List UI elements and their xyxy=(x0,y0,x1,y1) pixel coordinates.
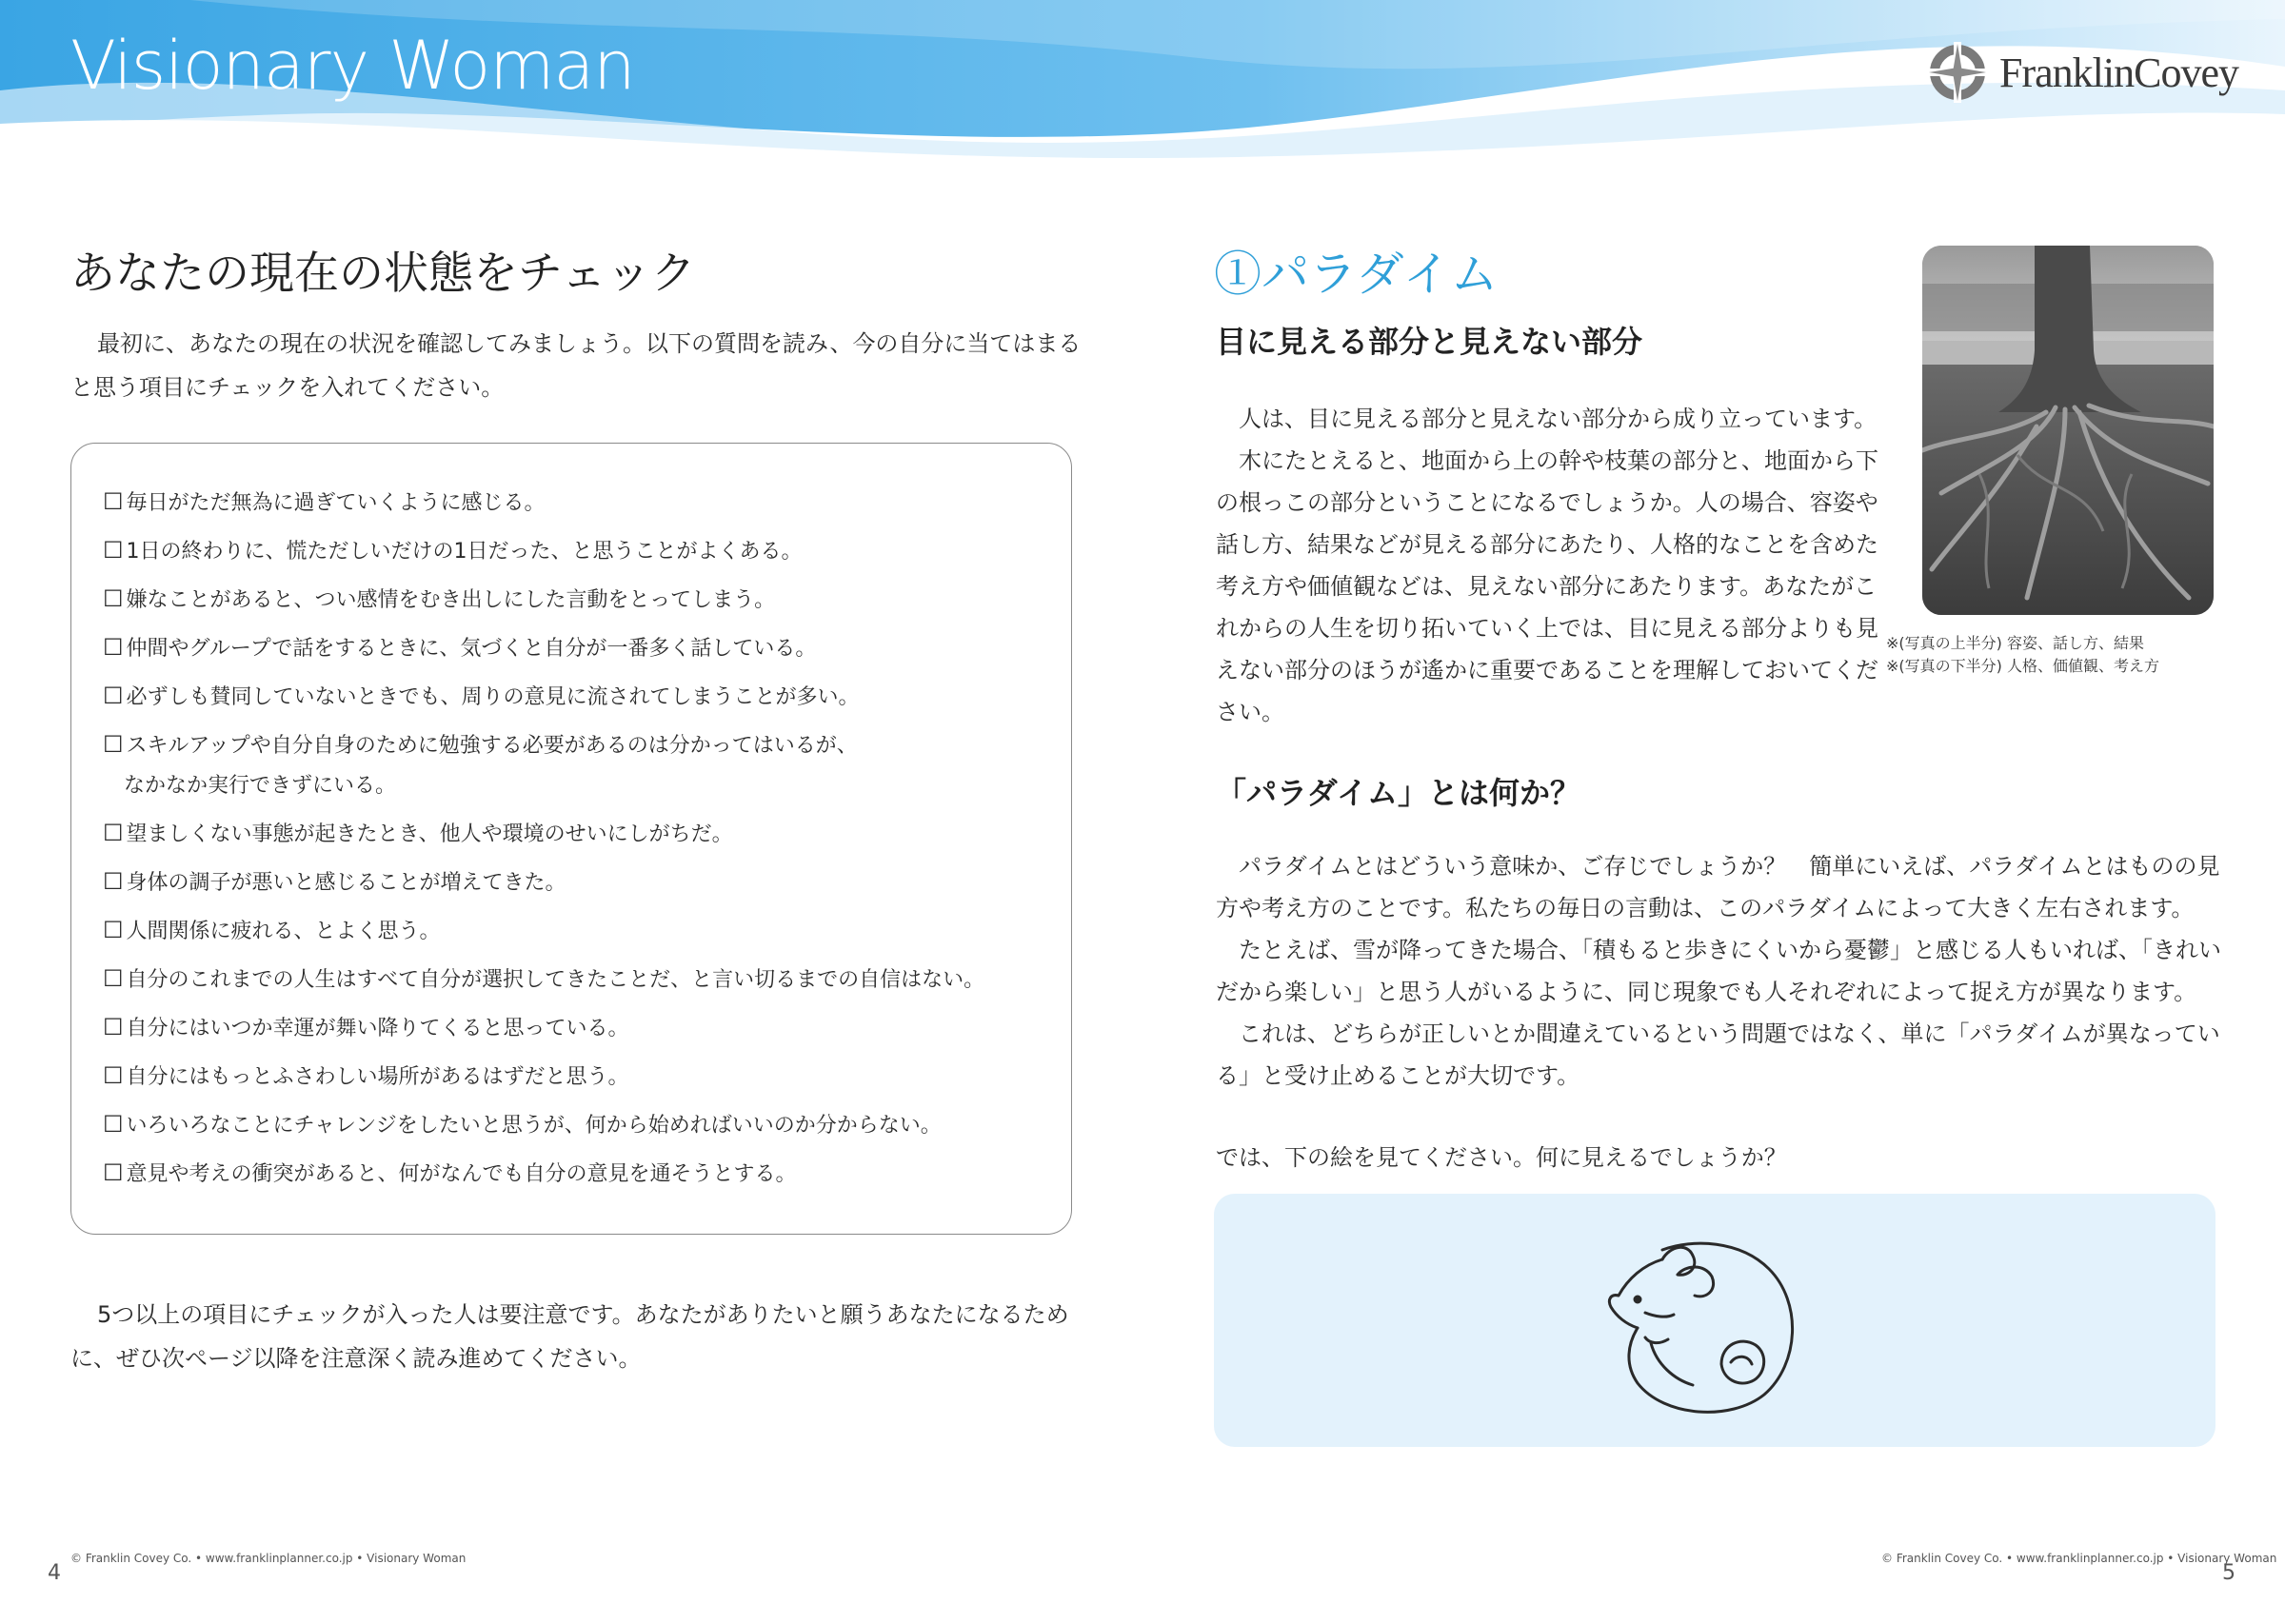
checklist-item-text: 嫌なことがあると、つい感情をむき出しにした言動をとってしまう。 xyxy=(126,588,776,612)
checklist-item[interactable] xyxy=(103,813,1055,862)
checklist-item-text: 身体の調子が悪いと感じることが増えてきた。 xyxy=(126,871,566,895)
paradigm-explanation xyxy=(1216,845,2221,1097)
checkbox-icon[interactable]: ☐ xyxy=(103,731,124,758)
checklist-item-text: 必ずしも賛同していないときでも、周りの意見に流されてしまうことが多い。 xyxy=(126,685,860,709)
footer-left: © Franklin Covey Co. • www.franklinplanner.co.jp • Visionary Woman xyxy=(70,1552,467,1565)
checklist-item[interactable] xyxy=(103,1007,1055,1056)
checkbox-icon[interactable]: ☐ xyxy=(103,1062,124,1089)
checklist-item-text: 毎日がただ無為に過ぎていくように感じる。 xyxy=(126,491,546,515)
paragraph-line: これは、どちらが正しいとか間違えているという問題ではなく、単に「パラダイムが異なっている」と受け止めることが大切です。 xyxy=(1216,1020,2220,1089)
checkbox-icon[interactable]: ☐ xyxy=(103,1159,124,1186)
logo-text: FranklinCovey xyxy=(1999,49,2238,96)
checkbox-icon[interactable]: ☐ xyxy=(103,820,124,846)
tree-roots-photo xyxy=(1922,246,2214,615)
checklist-item[interactable] xyxy=(103,579,1055,627)
checklist-item-text: 意見や考えの衝突があると、何がなんでも自分の意見を通そうとする。 xyxy=(126,1162,797,1186)
checklist-item-text: 望ましくない事態が起きたとき、他人や環境のせいにしがちだ。 xyxy=(126,822,733,846)
compass-logo-icon xyxy=(1925,40,1990,105)
visible-invisible-subheading: 目に見える部分と見えない部分 xyxy=(1216,324,1643,360)
checklist-item[interactable] xyxy=(103,1056,1055,1104)
checklist-item[interactable] xyxy=(103,724,1055,813)
page-number-left: 4 xyxy=(48,1561,61,1585)
paragraph-line: 人は、目に見える部分と見えない部分から成り立っています。 xyxy=(1239,406,1878,432)
checklist-item-text: いろいろなことにチャレンジをしたいと思うが、何から始めればいいのか分からない。 xyxy=(126,1114,942,1138)
header-band xyxy=(0,0,2285,181)
checkbox-icon[interactable]: ☐ xyxy=(103,585,124,612)
checklist-item[interactable] xyxy=(103,627,1055,676)
checklist-item-continuation: なかなか実行できずにいる。 xyxy=(124,774,397,798)
checklist-item-text: 1日の終わりに、慌ただしいだけの1日だった、と思うことがよくある。 xyxy=(126,540,803,564)
visible-invisible-paragraph xyxy=(1216,398,1882,733)
photo-caption xyxy=(1886,632,2159,678)
checklist-item-text: 仲間やグループで話をするときに、気づくと自分が一番多く話している。 xyxy=(126,637,817,661)
checkbox-icon[interactable]: ☐ xyxy=(103,537,124,564)
checklist-item[interactable] xyxy=(103,530,1055,579)
checkbox-icon[interactable]: ☐ xyxy=(103,917,124,943)
checklist-item[interactable] xyxy=(103,959,1055,1007)
checkbox-icon[interactable]: ☐ xyxy=(103,965,124,992)
left-outro-paragraph: 5つ以上の項目にチェックが入った人は要注意です。あなたがありたいと願うあなたになるために、ぜひ次ページ以降を注意深く読み進めてください。 xyxy=(70,1301,1069,1372)
checkbox-icon[interactable]: ☐ xyxy=(103,868,124,895)
checkbox-icon[interactable]: ☐ xyxy=(103,1111,124,1138)
checklist xyxy=(103,482,1055,1201)
checklist-item[interactable] xyxy=(103,910,1055,959)
checklist-item[interactable] xyxy=(103,482,1055,530)
footer-right: © Franklin Covey Co. • www.franklinplanner.co.jp • Visionary Woman xyxy=(1881,1552,2277,1565)
checkbox-icon[interactable]: ☐ xyxy=(103,683,124,709)
checkbox-icon[interactable]: ☐ xyxy=(103,634,124,661)
paragraph-line: たとえば、雪が降ってきた場合、「積もると歩きにくいから憂鬱」と感じる人もいれば、「きれいだから楽しい」と思う人がいるように、同じ現象でも人それぞれによって捉え方が異なります。 xyxy=(1216,937,2221,1005)
page-number-right: 5 xyxy=(2222,1561,2235,1585)
checklist-item-text: 自分にはもっとふさわしい場所があるはずだと思う。 xyxy=(126,1065,629,1089)
what-is-paradigm-subheading: 「パラダイム」とは何か？ xyxy=(1216,775,1581,811)
caption-line: ※(写真の上半分) 容姿、話し方、結果 xyxy=(1886,634,2144,652)
checklist-item[interactable] xyxy=(103,676,1055,724)
paradigm-heading: ①パラダイム xyxy=(1214,247,1499,302)
paragraph-line: 木にたとえると、地面から上の幹や枝葉の部分と、地面から下の根っこの部分ということになるでしょうか。人の場合、容姿や話し方、結果などが見える部分にあたり、人格的なことを含めた考え方や価値観などは、見えない部分にあたります。あなたがこれからの人生を切り拓いていく上では、目に見える部分よりも見えない部分のほうが遙かに重要であることを理解しておいてください。 xyxy=(1216,447,1878,725)
checklist-item-text: 自分のこれまでの人生はすべて自分が選択してきたことだ、と言い切るまでの自信はない。 xyxy=(126,968,985,992)
checkbox-icon[interactable]: ☐ xyxy=(103,1014,124,1040)
checklist-item-text: スキルアップや自分自身のために勉強する必要があるのは分かってはいるが、 xyxy=(126,734,858,758)
checklist-item-text: 人間関係に疲れる、とよく思う。 xyxy=(126,920,441,943)
franklincovey-logo xyxy=(1925,40,2238,105)
checklist-item[interactable] xyxy=(103,1153,1055,1201)
checklist-item-text: 自分にはいつか幸運が舞い降りてくると思っている。 xyxy=(126,1017,629,1040)
checklist-item[interactable] xyxy=(103,862,1055,910)
paragraph-line: パラダイムとはどういう意味か、ご存じでしょうか？ 簡単にいえば、パラダイムとはものの見方や考え方のことです。私たちの毎日の言動は、このパラダイムによって大きく左右されます。 xyxy=(1216,853,2220,921)
checklist-item[interactable] xyxy=(103,1104,1055,1153)
brand-title: Visionary Woman xyxy=(70,27,635,105)
tree-roots-image xyxy=(1922,246,2214,615)
caption-line: ※(写真の下半分) 人格、価値観、考え方 xyxy=(1886,657,2159,675)
left-page-title: あなたの現在の状態をチェック xyxy=(70,248,696,300)
left-intro-paragraph: 最初に、あなたの現在の状況を確認してみましょう。以下の質問を読み、今の自分に当てはまると思う項目にチェックを入れてください。 xyxy=(70,330,1082,401)
picture-prompt: では、下の絵を見てください。何に見えるでしょうか？ xyxy=(1216,1144,1787,1171)
ambiguous-mouse-drawing xyxy=(1579,1221,1817,1431)
checkbox-icon[interactable]: ☐ xyxy=(103,488,124,515)
